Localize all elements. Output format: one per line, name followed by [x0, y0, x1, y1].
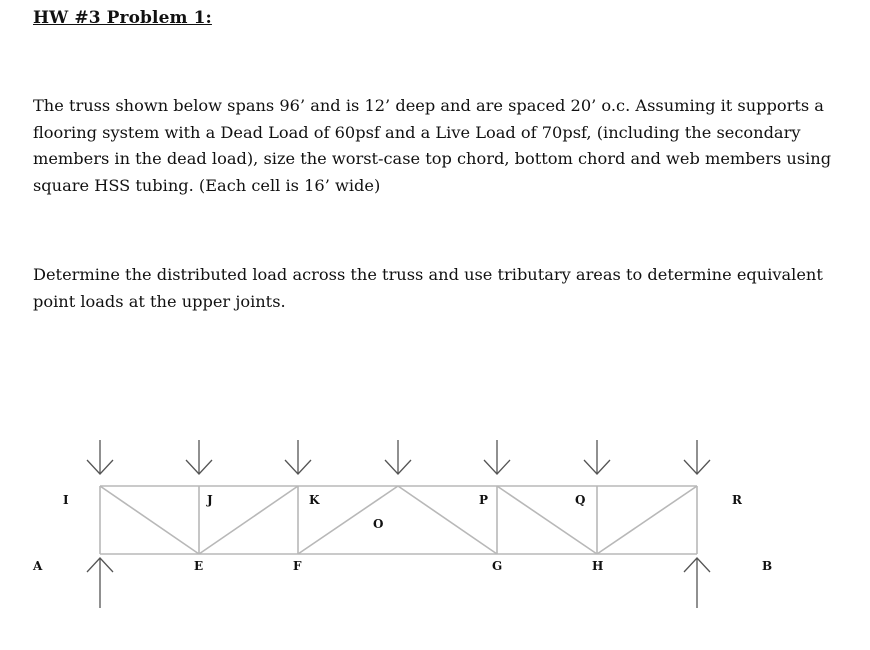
reaction-arrow-left — [87, 558, 113, 608]
label-o: O — [373, 517, 384, 531]
diagonal-member-2 — [199, 486, 298, 554]
load-arrow-3 — [285, 440, 311, 474]
point-load-arrows — [87, 440, 710, 474]
problem-instructions: Determine the distributed load across the truss and use tributary areas to determine equivalent point loads at the upper joints. — [33, 265, 823, 311]
diagonal-member-6 — [597, 486, 697, 554]
label-i: I — [63, 493, 69, 507]
label-p: P — [479, 493, 489, 507]
reaction-arrow-right — [684, 558, 710, 608]
truss-diagram — [0, 430, 870, 650]
load-arrow-2 — [186, 440, 212, 474]
reaction-arrows — [87, 558, 710, 608]
label-j: J — [207, 493, 213, 507]
diagonal-member-1 — [100, 486, 199, 554]
load-arrow-1 — [87, 440, 113, 474]
label-a: A — [33, 559, 43, 573]
load-arrow-5 — [484, 440, 510, 474]
label-e: E — [194, 559, 204, 573]
label-h: H — [592, 559, 604, 573]
problem-title: HW #3 Problem 1: — [33, 8, 212, 28]
label-f: F — [293, 559, 302, 573]
problem-statement: The truss shown below spans 96’ and is 12’ deep and are spaced 20’ o.c. Assuming it supports a flooring system with a Dead Load of 60psf and a Live Load of 70psf, (including the secondary members in the dead load), size the worst-case top chord, bottom chord and web members using square HSS tubing. (Each cell is 16’ wide) — [33, 96, 832, 195]
label-g: G — [492, 559, 503, 573]
load-arrow-4 — [385, 440, 411, 474]
load-arrow-7 — [684, 440, 710, 474]
label-r: R — [732, 493, 742, 507]
label-b: B — [762, 559, 773, 573]
label-q: Q — [575, 493, 586, 507]
load-arrow-6 — [584, 440, 610, 474]
label-k: K — [309, 493, 320, 507]
